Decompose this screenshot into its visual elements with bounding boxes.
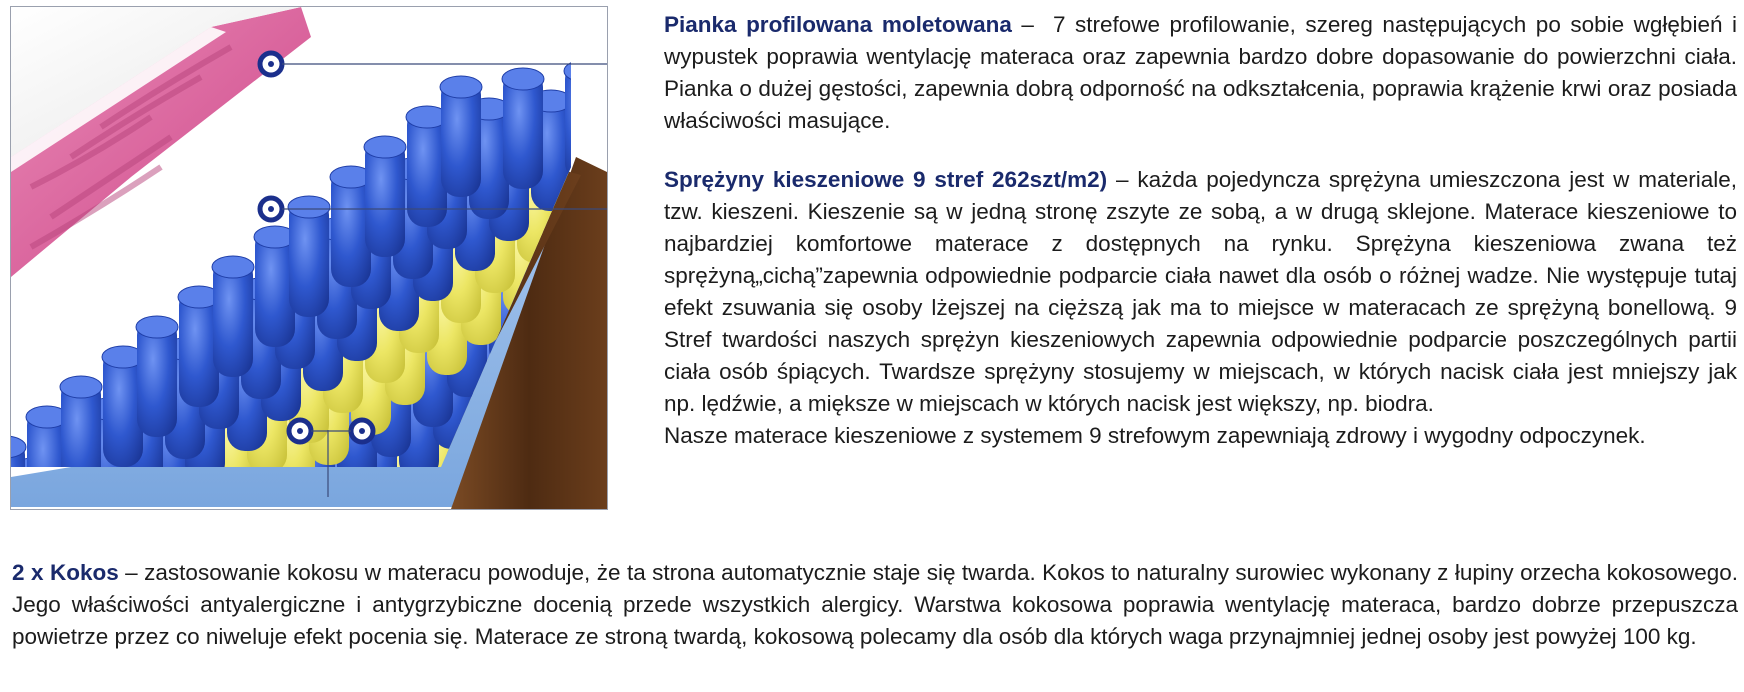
foam-term: Pianka profilowana moletowana [664, 12, 1012, 37]
foam-separator: – [1011, 12, 1053, 37]
mattress-cross-section [10, 6, 608, 510]
coconut-separator: – [118, 560, 145, 585]
spring-pocket-top [364, 136, 406, 158]
spring-pocket-top [592, 82, 607, 104]
target-marker-icon [351, 420, 373, 442]
target-marker-icon [260, 198, 282, 220]
springs-term: Sprężyny kieszeniowe 9 stref 262szt/m2) [664, 167, 1108, 192]
spring-pocket-top [578, 134, 607, 156]
coconut-term: 2 x Kokos [12, 560, 119, 585]
foam-description [664, 9, 1737, 137]
springs-separator: – [1107, 167, 1138, 192]
mattress-illustration [11, 7, 607, 509]
spring-pocket-top [564, 60, 606, 82]
springs-summary: Nasze materace kieszeniowe z systemem 9 strefowym zapewniają zdrowy i wygodny odpoczynek. [664, 423, 1646, 448]
spring-pocket-top [60, 376, 102, 398]
springs-description [664, 164, 1737, 452]
spring-pocket-top [288, 196, 330, 218]
spring-pocket-top [502, 68, 544, 90]
coconut-text: zastosowanie kokosu w materacu powoduje, że ta strona automatycznie staje się twarda. Kokos to naturalny surowiec wykonany z łupiny orzecha kokosowego. Jego właściwości antyalergiczne i antygrzybiczne docenią przede wszystkich alergicy. Warstwa kokosowa poprawia wentylację materaca, bardzo dobrze przepuszcza powietrze przez co niweluje efekt pocenia się. Materace ze stroną twardą, kokosową polecamy dla osób dla których waga przynajmniej jednej osoby jest powyżej 100 kg. [12, 560, 1738, 649]
coconut-description [12, 557, 1738, 653]
spring-pocket-top [440, 76, 482, 98]
springs-text: każda pojedyncza sprężyna umieszczona jest w materiale, tzw. kieszeni. Kieszenie są w jedną stronę zszyte ze sobą, a w drugą sklejone. Materace kieszeniowe to najbardziej komfortowe materace z dostępnych na rynku. Sprężyna kieszeniowa zwana też sprężyną„cichą”zapewnia odpowiednie podparcie ciała nawet dla osób o różnej wadze. Nie występuje tutaj efekt zsuwania się osoby lżejszej na cięższą jak ma to miejsce w materacach ze sprężyną bonellową. 9 Stref twardości naszych sprężyn kieszeniowych zapewnia odpowiednie podparcie poszczególnych partii ciała osób śpiących. Twardsze sprężyny stosujemy w miejscach, w których nacisk ciała jest mniejszy jak np. lędźwie, a miększe w miejscach w których nacisk jest większy, np. biodra. [664, 167, 1737, 416]
target-marker-icon [289, 420, 311, 442]
spring-pocket-top [212, 256, 254, 278]
spring-pocket-top [136, 316, 178, 338]
target-marker-icon [260, 53, 282, 75]
foam-text: 7 strefowe profilowanie, szereg następujących po sobie wgłębień i wypustek poprawia wentylację materaca oraz zapewnia bardzo dobre dopasowanie do powierzchni ciała. Pianka o dużej gęstości, zapewnia dobrą odporność na odkształcenia, poprawia krążenie krwi oraz posiada właściwości masujące. [664, 12, 1737, 133]
